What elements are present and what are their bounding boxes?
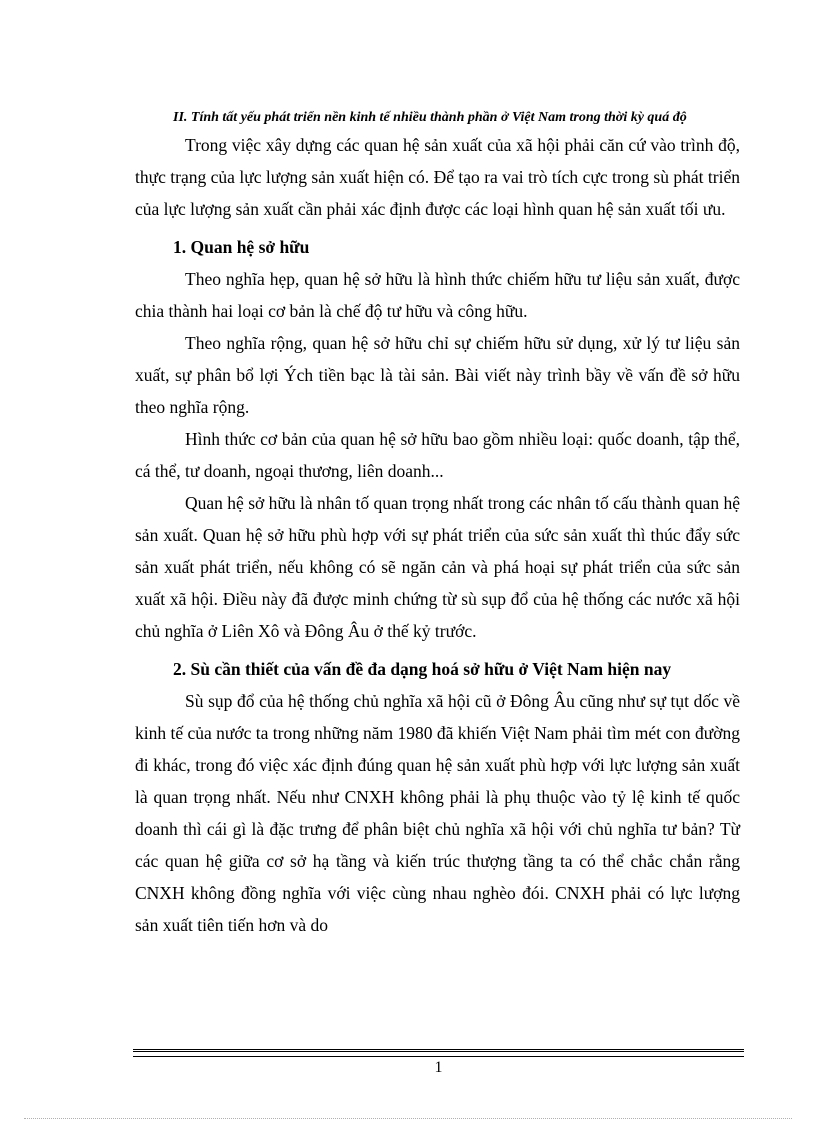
footer-divider bbox=[133, 1049, 744, 1052]
section-heading: II. Tính tất yếu phát triển nền kinh tế nhiều thành phần ở Việt Nam trong thời kỳ quá độ bbox=[173, 110, 687, 125]
paragraph: Hình thức cơ bản của quan hệ sở hữu bao gồm nhiều loại: quốc doanh, tập thể, cá thể, tư doanh, ngoại thương, liên doanh... bbox=[135, 429, 740, 481]
paragraph: Theo nghĩa rộng, quan hệ sở hữu chỉ sự chiếm hữu sử dụng, xử lý tư liệu sản xuất, sự phân bổ lợi Ých tiền bạc là tài sản. Bài viết này trình bầy về vấn đề sở hữu theo nghĩa rộng. bbox=[135, 333, 740, 417]
subsection-2-heading: 2. Sù cần thiết của vấn đề đa dạng hoá sở hữu ở Việt Nam hiện nay bbox=[173, 659, 672, 679]
page-content bbox=[135, 106, 740, 941]
paragraph: Quan hệ sở hữu là nhân tố quan trọng nhất trong các nhân tố cấu thành quan hệ sản xuất. Quan hệ sở hữu phù hợp với sự phát triển của sức sản xuất thì thúc đẩy sức sản xuất phát triển, nếu không có sẽ ngăn cản và phá hoại sự phát triển của sức sản xuất xã hội. Điều này đã được minh chứng từ sù sụp đổ của hệ thống các nước xã hội chủ nghĩa ở Liên Xô và Đông Âu ở thế kỷ trước. bbox=[135, 493, 740, 641]
footer-divider-thin bbox=[133, 1056, 744, 1057]
page-bottom-edge bbox=[24, 1118, 792, 1119]
subsection-1-heading: 1. Quan hệ sở hữu bbox=[173, 237, 310, 257]
intro-paragraph: Trong việc xây dựng các quan hệ sản xuất của xã hội phải căn cứ vào trình độ, thực trạng của lực lượng sản xuất hiện có. Để tạo ra vai trò tích cực trong sù phát triển của lực lượng sản xuất cần phải xác định được các loại hình quan hệ sản xuất tối ưu. bbox=[135, 135, 740, 219]
page-number: 1 bbox=[434, 1059, 443, 1076]
paragraph: Theo nghĩa hẹp, quan hệ sở hữu là hình thức chiếm hữu tư liệu sản xuất, được chia thành hai loại cơ bản là chế độ tư hữu và công hữu. bbox=[135, 269, 740, 321]
paragraph: Sù sụp đổ của hệ thống chủ nghĩa xã hội cũ ở Đông Âu cũng như sự tụt dốc về kinh tế của nước ta trong những năm 1980 đã khiến Việt Nam phải tìm mét con đường đi khác, trong đó việc xác định đúng quan hệ sản xuất phù hợp với lực lượng sản xuất là quan trọng nhất. Nếu như CNXH không phải là phụ thuộc vào tỷ lệ kinh tế quốc doanh thì cái gì là đặc trưng để phân biệt chủ nghĩa xã hội với chủ nghĩa tư bản? Từ các quan hệ giữa cơ sở hạ tầng và kiến trúc thượng tầng ta có thể chắc chắn rằng CNXH không đồng nghĩa với việc cùng nhau nghèo đói. CNXH phải có lực lượng sản xuất tiên tiến hơn và do bbox=[135, 691, 740, 935]
